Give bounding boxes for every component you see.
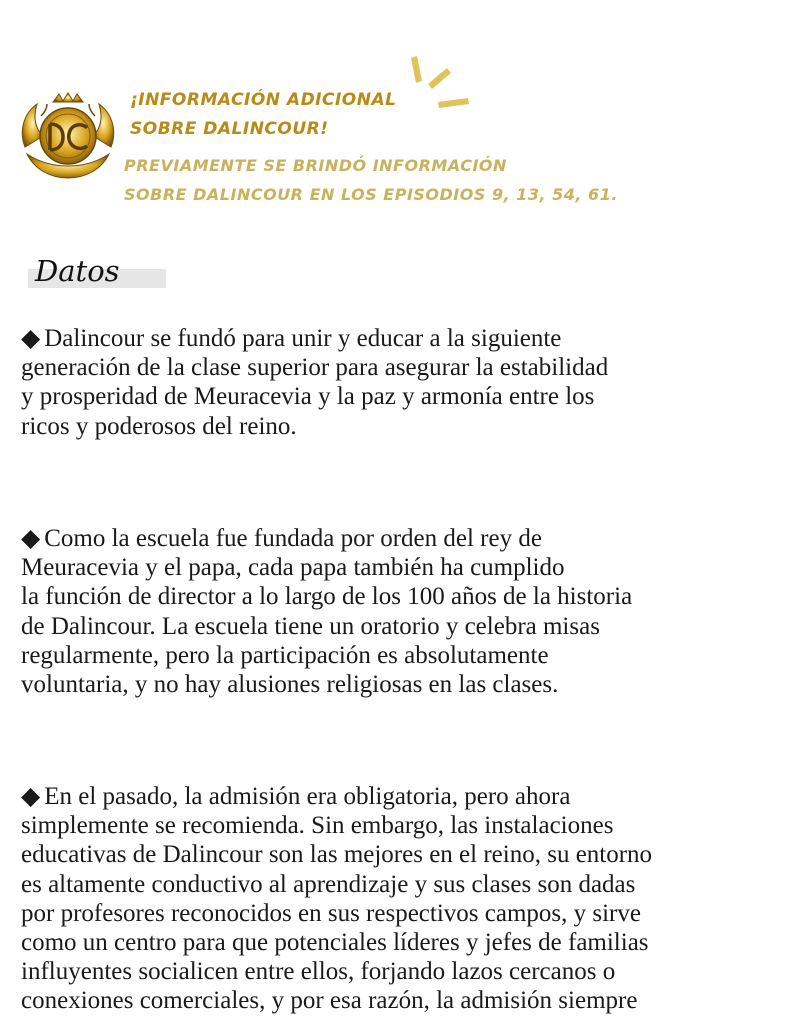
section-heading xyxy=(28,252,166,288)
paragraph-line: influyentes socialicen entre ellos, forjando lazos cercanos o xyxy=(21,958,616,986)
dalincour-crest-icon xyxy=(17,92,119,182)
paragraph-line-text: Dalincour se fundó para unir y educar a la siguiente xyxy=(44,325,562,352)
diamond-bullet-icon: ◆ xyxy=(21,325,41,352)
paragraph-line xyxy=(21,524,791,553)
paragraph-director xyxy=(21,524,791,699)
sparkle-decoration-icon xyxy=(404,54,474,114)
info-header xyxy=(0,0,800,225)
diamond-bullet-icon: ◆ xyxy=(21,525,41,552)
paragraph-line: generación de la clase superior para asegurar la estabilidad xyxy=(21,354,609,382)
info-title-line: ¡INFORMACIÓN ADICIONAL xyxy=(130,90,397,110)
paragraph-line: por profesores reconocidos en sus respectivos campos, y sirve xyxy=(21,899,641,927)
diamond-bullet-icon: ◆ xyxy=(21,783,41,810)
section-title: Datos xyxy=(35,254,120,288)
paragraph-line xyxy=(21,782,791,811)
paragraph-line: es altamente conductivo al aprendizaje y sus clases son dadas xyxy=(21,870,636,898)
info-title-line: SOBRE DALINCOUR! xyxy=(130,119,329,139)
info-subtitle-line: PREVIAMENTE SE BRINDÓ INFORMACIÓN xyxy=(124,156,507,175)
paragraph-line: ricos y poderosos del reino. xyxy=(21,412,297,440)
paragraph-line: conexiones comerciales, y por esa razón, la admisión siempre xyxy=(21,987,638,1015)
paragraph-line: Meuracevia y el papa, cada papa también ha cumplido xyxy=(21,554,565,582)
paragraph-fundacion xyxy=(21,324,791,441)
paragraph-line: como un centro para que potenciales líderes y jefes de familias xyxy=(21,929,649,957)
paragraph-line: la función de director a lo largo de los 100 años de la historia xyxy=(21,583,633,611)
info-title xyxy=(130,86,396,144)
paragraph-line: simplemente se recomienda. Sin embargo, las instalaciones xyxy=(21,812,614,840)
paragraph-admision xyxy=(21,782,791,1016)
paragraph-line-text: En el pasado, la admisión era obligatoria, pero ahora xyxy=(44,783,571,810)
paragraph-line: voluntaria, y no hay alusiones religiosas en las clases. xyxy=(21,671,559,699)
paragraph-line: de Dalincour. La escuela tiene un oratorio y celebra misas xyxy=(21,612,600,640)
info-subtitle xyxy=(124,151,618,209)
paragraph-line: regularmente, pero la participación es absolutamente xyxy=(21,641,549,669)
paragraph-line-text: Como la escuela fue fundada por orden del rey de xyxy=(44,525,542,552)
paragraph-line: y prosperidad de Meuracevia y la paz y armonía entre los xyxy=(21,383,595,411)
paragraph-line xyxy=(21,324,791,353)
info-subtitle-line: SOBRE DALINCOUR EN LOS EPISODIOS 9, 13, 54, 61. xyxy=(124,185,618,204)
paragraph-line: educativas de Dalincour son las mejores en el reino, su entorno xyxy=(21,841,653,869)
